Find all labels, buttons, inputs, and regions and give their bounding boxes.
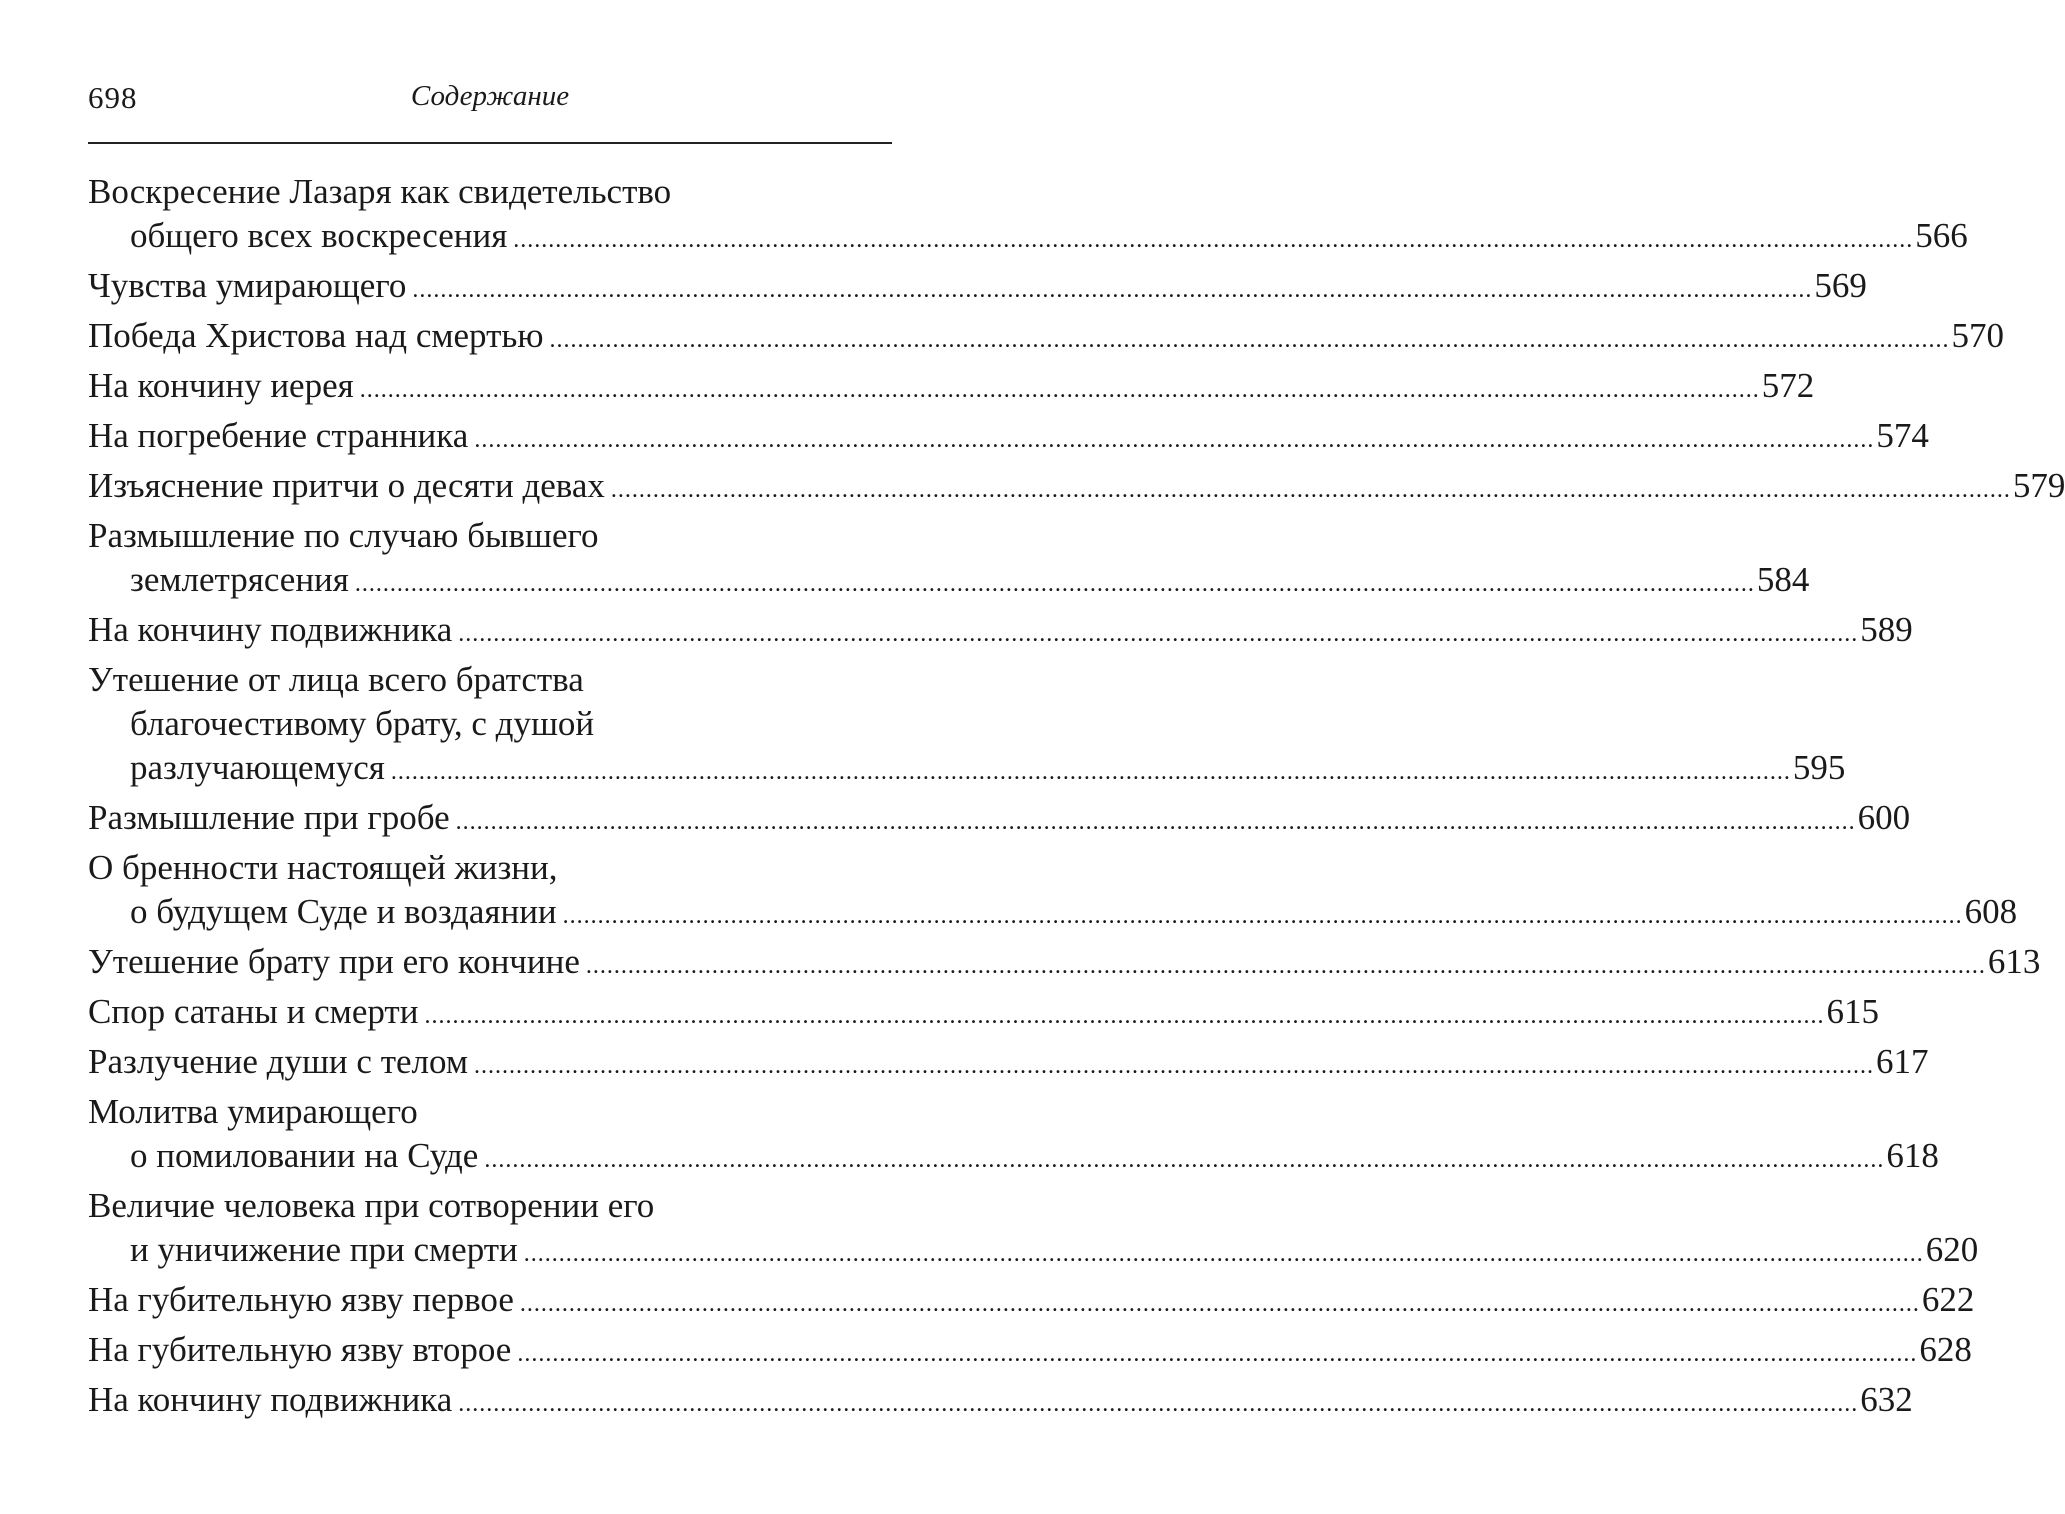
toc-entry-title: На кончину подвижника	[88, 1380, 453, 1419]
toc-entry-line	[88, 464, 2065, 508]
toc-entry	[88, 940, 2041, 984]
toc-entry	[88, 1184, 1979, 1272]
toc-entry-line	[88, 746, 1846, 790]
toc-entry-page-number: 608	[1964, 892, 2018, 931]
toc-entry-title: Спор сатаны и смерти	[88, 992, 419, 1031]
toc-entry-line: Молитва умирающего	[88, 1092, 418, 1131]
dot-leader: ........................................................................................................................................................................................................	[412, 277, 1813, 303]
toc-entry-page-number: 600	[1857, 798, 1911, 837]
toc-entry	[88, 264, 1867, 308]
toc-entry-page-number: 615	[1826, 992, 1879, 1031]
toc-entry	[88, 464, 2065, 508]
dot-leader: ........................................................................................................................................................................................................	[359, 377, 1760, 403]
toc-entry	[88, 170, 1968, 258]
toc-entry-title: На кончину подвижника	[88, 610, 453, 649]
toc-entry-line: благочестивому брату, с душой	[130, 704, 595, 743]
toc-entry-line	[88, 214, 1968, 258]
toc-entry-line: Воскресение Лазаря как свидетельство	[88, 172, 672, 211]
toc-entry	[88, 1040, 1929, 1084]
toc-entry-line	[88, 364, 1815, 408]
toc-entry-line: О бренности настоящей жизни,	[88, 848, 558, 887]
toc-entry-line	[88, 1134, 1939, 1178]
toc-entry	[88, 1378, 1913, 1422]
toc-entry-page-number: 613	[1987, 942, 2041, 981]
toc-entry-page-number: 589	[1860, 610, 1913, 649]
toc-entry-page-number: 618	[1886, 1136, 1939, 1175]
table-of-contents	[88, 170, 2065, 1428]
toc-entry-title: На кончину иерея	[88, 366, 354, 405]
toc-entry-line	[88, 890, 2018, 934]
toc-entry-line	[88, 608, 1913, 652]
dot-leader: ........................................................................................................................................................................................................	[585, 953, 1986, 979]
dot-leader: ........................................................................................................................................................................................................	[424, 1003, 1825, 1029]
toc-entry-page-number: 628	[1919, 1330, 1972, 1369]
toc-entry-title: Размышление при гробе	[88, 798, 450, 837]
toc-entry	[88, 1278, 1975, 1322]
toc-entry-title: о будущем Суде и воздаянии	[130, 892, 557, 931]
header-rule	[88, 142, 892, 144]
toc-entry-line	[88, 1228, 1979, 1272]
toc-entry-title: общего всех воскресения	[130, 216, 508, 255]
toc-entry-line: Размышление по случаю бывшего	[88, 516, 599, 555]
toc-entry	[88, 1328, 1972, 1372]
toc-entry	[88, 846, 2018, 934]
toc-entry-title: разлучающемуся	[130, 748, 385, 787]
toc-entry-page-number: 569	[1814, 266, 1867, 305]
toc-entry	[88, 796, 1911, 840]
toc-entry-title: На погребение странника	[88, 416, 469, 455]
toc-entry-line	[88, 1328, 1972, 1372]
toc-entry	[88, 414, 1929, 458]
toc-entry-page-number: 572	[1761, 366, 1815, 405]
dot-leader: ........................................................................................................................................................................................................	[517, 1341, 1918, 1367]
dot-leader: ........................................................................................................................................................................................................	[455, 809, 1856, 835]
toc-entry-title: Чувства умирающего	[88, 266, 407, 305]
toc-entry-title: о помиловании на Суде	[130, 1136, 479, 1175]
toc-entry-line	[88, 558, 1810, 602]
dot-leader: ........................................................................................................................................................................................................	[484, 1147, 1885, 1173]
toc-entry	[88, 1090, 1939, 1178]
dot-leader: ........................................................................................................................................................................................................	[513, 227, 1914, 253]
page-header	[88, 80, 892, 130]
dot-leader: ........................................................................................................................................................................................................	[354, 571, 1755, 597]
toc-entry	[88, 364, 1815, 408]
toc-entry-page-number: 579	[2012, 466, 2065, 505]
toc-entry	[88, 608, 1913, 652]
toc-entry-page-number: 574	[1876, 416, 1929, 455]
toc-entry-page-number: 622	[1921, 1280, 1975, 1319]
toc-entry-line: Величие человека при сотворении его	[88, 1186, 655, 1225]
toc-entry-title: Изъяснение притчи о десяти девах	[88, 466, 605, 505]
toc-entry-title: и уничижение при смерти	[130, 1230, 518, 1269]
toc-entry-line: Утешение от лица всего братства	[88, 660, 584, 699]
dot-leader: ........................................................................................................................................................................................................	[474, 427, 1875, 453]
toc-entry-line	[88, 990, 1879, 1034]
toc-entry-page-number: 632	[1860, 1380, 1913, 1419]
toc-entry-page-number: 570	[1951, 316, 2004, 355]
toc-entry-title: На губительную язву второе	[88, 1330, 512, 1369]
dot-leader: ........................................................................................................................................................................................................	[473, 1053, 1874, 1079]
toc-entry-page-number: 584	[1756, 560, 1810, 599]
dot-leader: ........................................................................................................................................................................................................	[523, 1241, 1924, 1267]
toc-entry-title: На губительную язву первое	[88, 1280, 514, 1319]
toc-entry-page-number: 566	[1915, 216, 1968, 255]
dot-leader: ........................................................................................................................................................................................................	[390, 759, 1791, 785]
toc-entry-page-number: 620	[1925, 1230, 1979, 1269]
toc-entry-line	[88, 314, 2004, 358]
dot-leader: ........................................................................................................................................................................................................	[610, 477, 2011, 503]
toc-entry-line	[88, 796, 1911, 840]
toc-entry	[88, 314, 2004, 358]
dot-leader: ........................................................................................................................................................................................................	[458, 1391, 1859, 1417]
dot-leader: ........................................................................................................................................................................................................	[549, 327, 1950, 353]
toc-entry-line	[88, 1378, 1913, 1422]
toc-entry-line	[88, 414, 1929, 458]
running-head: Содержание	[410, 80, 570, 112]
dot-leader: ........................................................................................................................................................................................................	[519, 1291, 1920, 1317]
toc-entry-title: Утешение брату при его кончине	[88, 942, 580, 981]
toc-entry-line	[88, 264, 1867, 308]
toc-entry-page-number: 595	[1792, 748, 1846, 787]
toc-entry	[88, 658, 1846, 790]
toc-entry-title: Победа Христова над смертью	[88, 316, 544, 355]
toc-entry-title: Разлучение души с телом	[88, 1042, 468, 1081]
page-number: 698	[88, 80, 138, 115]
dot-leader: ........................................................................................................................................................................................................	[458, 621, 1859, 647]
toc-entry-line	[88, 1278, 1975, 1322]
toc-entry-line	[88, 1040, 1929, 1084]
toc-entry	[88, 514, 1810, 602]
toc-entry	[88, 990, 1879, 1034]
dot-leader: ........................................................................................................................................................................................................	[562, 903, 1963, 929]
toc-entry-page-number: 617	[1875, 1042, 1929, 1081]
toc-entry-line	[88, 940, 2041, 984]
toc-entry-title: землетрясения	[130, 560, 349, 599]
